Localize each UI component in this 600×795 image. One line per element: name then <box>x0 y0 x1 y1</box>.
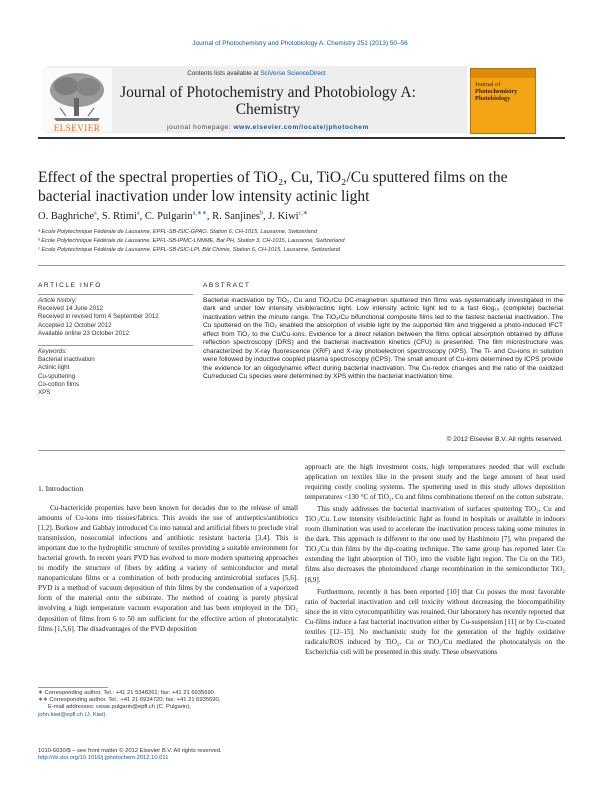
author-name[interactable]: C. Pulgarin <box>144 211 193 222</box>
contents-prefix: Contents lists available at <box>187 70 261 77</box>
cover-title-line3: Photobiology <box>475 95 511 102</box>
intro-paragraph-1: Cu-bactericide properties have been known for decades due to the release of small amounts of Cu-ions into tissues/fabrics. This avoids the use of antiseptics/antibiotics [1,2]. Borkow and Gabbay introduced Cu into natural and artificial fibers to preclude viral transmission, nosocomial infections and antibiotic resistant bacteria [3,4]. This is important due to the hydrophilic structure of textiles providing a suitable environment for bacterial growth. In recent years PVD has evolved to more modern sputtering approaches to modify the structure of fibers by adding a variety of semiconductor and metal nanoparticulate films or a combination of both producing antimicrobial surfaces [5,6]. PVD is a method of vacuum deposition of thin films by the condensation of a vaporized form of the material onto the substrate. The method of coating is purely physical involving a high temperature vacuum evaporation and has been employed in the TiO₂ deposition of films from 6 to 50 nm sufficient for the effective action of photocatalytic films [1,5,6]. The disadvantages of the PVD deposition <box>38 504 298 633</box>
header-divider <box>38 137 565 139</box>
author-separator: , <box>96 211 102 222</box>
author-affiliation-marker[interactable]: a <box>93 210 97 217</box>
footnote-email[interactable]: E-mail addresses: cesar.pulgarin@epfl.ch (C. Pulgarin), <box>48 704 191 711</box>
keywords-divider <box>38 345 193 346</box>
affiliation-divider <box>38 265 565 266</box>
history-revised: Received in revised form 4 September 2012 <box>38 313 159 321</box>
running-head[interactable]: Journal of Photochemistry and Photobiology A: Chemistry 251 (2013) 50–56 <box>192 40 408 47</box>
abstract-text: Bacterial inactivation by TiO₂, Cu and TiO₂/Cu DC-magnetron sputtered thin films was systematically investigated in the dark and under low intensity visible/actinic light. Low intensity actinic light led to a fast 6log₁₀ (complete) bacterial inactivation within the minute range. The TiO₂/Cu bifunctional composite films led to the fastest bacterial inactivation. The Cu sputtered on the TiO₂ enabled the absorption of visible light by the supported film and triggered a photo-induced IFCT effect from TiO₂ to the Cu/Cu-ions. Evidence for a direct relation between the films optical absorption obtained by diffuse reflection spectroscopy (DRS) and the bacterial inactivation kinetics (CFU) is presented. The film microstructure was characterized by X-ray fluorescence (XRF) and X-ray photoelectron spectroscopy (XPS). The Ti- and Cu-ions in solution were followed by inductive coupled plasma spectroscopy (ICPS). The small amount of Cu-ions determined by ICPS provide the evidence for an oligodynamic effect during bacterial inactivation. The Cu-redox changes and the ratio of the oxidized Cu/reduced Cu species were determined by XPS within the bacterial inactivation time. <box>203 297 563 381</box>
journal-homepage <box>118 124 418 131</box>
article-info-heading: ARTICLE INFO <box>38 282 102 289</box>
cover-title-line1: Journal of <box>475 81 501 88</box>
history-accepted: Accepted 12 October 2012 <box>38 321 112 329</box>
author-affiliation-marker[interactable]: a <box>136 210 140 217</box>
publisher-name: ELSEVIER <box>53 123 101 133</box>
cover-title-line2: Photochemistry <box>475 88 518 95</box>
journal-title-line1: Journal of Photochemistry and Photobiology A: <box>120 84 416 101</box>
keyword-item: XPS <box>38 389 51 397</box>
author-separator: , <box>263 211 269 222</box>
author-affiliation-marker[interactable]: a,∗∗ <box>192 210 207 217</box>
history-label: Article history: <box>38 297 77 304</box>
author-name[interactable]: R. Sanjines <box>212 211 260 222</box>
article-title-line1: Effect of the spectral properties of TiO₂, Cu, TiO₂/Cu sputtered films on the <box>38 169 508 186</box>
journal-title-line2: Chemistry <box>235 101 301 118</box>
article-title <box>38 168 568 206</box>
elsevier-logo[interactable] <box>42 68 112 132</box>
affiliation-b: ᵇ Ecole Polytechnique Fédérale de Lausanne, EPFL-SB-IPMC-LNNME, Bat PH, Station 3, CH-1015, Lausanne, Switzerland <box>38 238 345 244</box>
homepage-link[interactable]: www.elsevier.com/locate/jphotochem <box>233 124 369 131</box>
article-title-line2: bacterial inactivation under low intensity actinic light <box>38 188 370 205</box>
keyword-item: Co-cotton films <box>38 380 80 388</box>
issn-block <box>38 748 298 762</box>
section-heading-introduction: 1. Introduction <box>38 484 84 493</box>
author-separator: , <box>139 211 145 222</box>
copyright-notice: © 2012 Elsevier B.V. All rights reserved. <box>446 436 563 443</box>
footnote-corresponding-1: ∗ Corresponding author. Tel.: +41 21 5348261; fax: +41 21 6935690. <box>38 690 216 696</box>
abstract-bottom-divider <box>38 450 565 451</box>
sciencedirect-link[interactable]: SciVerse ScienceDirect <box>260 70 326 77</box>
body-column-right <box>305 462 565 657</box>
author-name[interactable]: J. Kiwi <box>268 211 299 222</box>
abstract-heading: ABSTRACT <box>203 282 251 289</box>
doi-link[interactable]: http://dx.doi.org/10.1016/j.jphotochem.2012.10.011 <box>38 755 169 762</box>
history-received: Received 14 June 2012 <box>38 305 104 313</box>
keywords-label: Keywords: <box>38 348 67 355</box>
author-affiliation-marker[interactable]: c,∗ <box>298 210 308 217</box>
abstract-divider <box>203 294 565 295</box>
cover-header-strip <box>471 69 535 78</box>
affiliation-c: ᶜ Ecole Polytechnique Fédérale de Lausanne, EPFL-SB-ISIC-LPI, Bât Chimie, Station 6, CH-1015, Lausanne, Switzerland <box>38 247 341 253</box>
body-column-left <box>38 503 298 634</box>
keyword-item: Actinic light <box>38 364 70 372</box>
keyword-item: Bacterial inactivation <box>38 356 95 364</box>
author-name[interactable]: S. Rtimi <box>101 211 137 222</box>
footnote-divider <box>38 687 108 688</box>
journal-title <box>118 84 418 118</box>
keyword-item: Cu-sputtering <box>38 372 76 380</box>
footnote-email-kiwi[interactable]: john.kiwi@epfl.ch (J. Kiwi). <box>38 711 108 718</box>
author-list <box>38 211 568 222</box>
affiliation-a: ᵃ Ecole Polytechnique Fédérale de Lausanne, EPFL-SB-ISIC-GPAO, Station 6, CH-1015, Lausanne, Switzerland <box>38 229 317 235</box>
article-history <box>38 297 193 338</box>
cover-title <box>475 81 517 102</box>
homepage-prefix: journal homepage: <box>167 124 234 131</box>
footnotes <box>38 690 298 719</box>
intro-paragraph-2: This study addresses the bacterial inactivation of surfaces sputtering TiO₂, Cu and TiO₂/Cu. Low intensity visible/actinic light as found in hospitals or available in indoors room illumination was used to accelerate the inactivation process taking some minutes in the dark. This approach is different to the one used by Hashimoto [7], who prepared the TiO₂/Cu thin films by the dip-coating technique. The same group has reported later Cu extending the light absorption of TiO₂ into the visible light region. The Cu on the TiO₂ films also decreases the photoinduced charge recombination in the semiconductor TiO₂ [8,9]. <box>305 505 565 584</box>
author-name[interactable]: O. Baghriche <box>38 211 94 222</box>
article-info-divider <box>38 294 193 295</box>
intro-paragraph-1-cont: approach are the high investment costs, high temperatures needed that will exclude application on textiles like in the present study and the large amount of heat used requiring costly cooling systems. The sputtering used in this study allows deposition temperatures <130 °C of TiO₂, Cu and films combinations thereof on the cotton substrate. <box>305 463 565 502</box>
author-separator: , <box>206 211 213 222</box>
history-online: Available online 23 October 2012 <box>38 329 130 337</box>
keywords-block <box>38 348 193 397</box>
footnote-corresponding-2: ∗∗ Corresponding author. Tel.: +41 21 6934720; fax: +41 21 6935690. <box>38 697 221 704</box>
journal-cover-thumbnail[interactable] <box>470 68 536 134</box>
intro-paragraph-3: Furthermore, recently it has been reported [10] that Cu posses the most favorable ratio of bacterial inactivation and cell toxicity without decreasing the biocompatibility since the in vitro cytocompatibility was retained. Our laboratory has recently reported that Cu-films induce a fast bacterial inactivation either by Cu-suspension [11] or by Cu-coated textiles [12–15]. No mechanistic study for the generation of the highly oxidative radicals/ROS induced by TiO₂, Cu or TiO₂/Cu mediated the photocatalysis on the Escherichia coli will be presented in this study. These observations <box>305 587 565 656</box>
author-affiliation-marker[interactable]: b <box>260 210 263 217</box>
issn-line: 1010-6030/$ – see front matter © 2012 Elsevier B.V. All rights reserved. <box>38 748 222 754</box>
